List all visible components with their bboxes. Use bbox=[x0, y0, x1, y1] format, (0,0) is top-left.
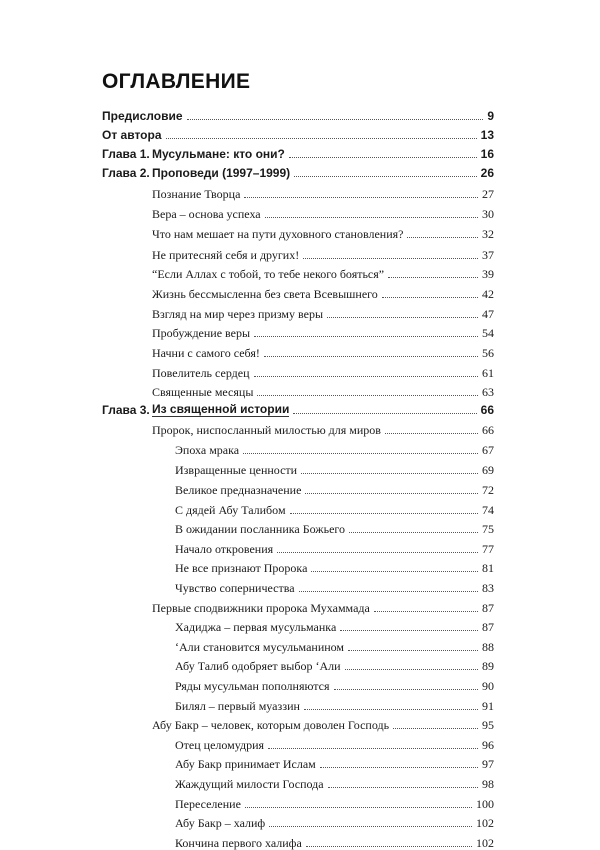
toc-entry-title: Чувство соперничества bbox=[175, 581, 295, 595]
toc-entry-title: Великое предназначение bbox=[175, 483, 302, 497]
dot-leader bbox=[268, 747, 478, 749]
toc-entry[interactable] bbox=[175, 772, 494, 791]
toc-entry[interactable] bbox=[175, 498, 494, 517]
toc-entry-title: Пророк, ниспосланный милостью для миров bbox=[152, 423, 381, 437]
toc-entry-title: Мусульмане: кто они? bbox=[152, 147, 285, 161]
dot-leader bbox=[301, 472, 478, 474]
toc-entry-title: Священные месяцы bbox=[152, 385, 254, 399]
toc-entry-title: Взгляд на мир через призму веры bbox=[152, 307, 323, 321]
toc-entry[interactable] bbox=[152, 713, 494, 732]
dot-leader bbox=[304, 708, 478, 710]
toc-entry[interactable] bbox=[175, 635, 494, 654]
toc-entry-page-number: 54 bbox=[482, 326, 494, 340]
toc-entry-title: “Если Аллах с тобой, то тебе некого бояться” bbox=[152, 267, 385, 281]
toc-entry-page-number: 63 bbox=[482, 385, 494, 399]
dot-leader bbox=[320, 766, 478, 768]
toc-entry-page-number: 37 bbox=[482, 248, 494, 262]
toc-entry-title: Начало откровения bbox=[175, 542, 274, 556]
toc-entry-page-number: 75 bbox=[482, 522, 494, 536]
toc-entry-title: Абу Бакр принимает Ислам bbox=[175, 757, 316, 771]
dot-leader bbox=[385, 432, 478, 434]
dot-leader bbox=[254, 375, 478, 377]
toc-entry[interactable] bbox=[175, 478, 494, 497]
dot-leader bbox=[264, 355, 478, 357]
toc-entry-page-number: 32 bbox=[482, 227, 494, 241]
toc-entry[interactable] bbox=[152, 182, 494, 201]
dot-leader bbox=[374, 610, 478, 612]
toc-entry-page-number: 81 bbox=[482, 561, 494, 575]
toc-entry[interactable] bbox=[152, 302, 494, 321]
toc-entry-title: Абу Талиб одобряет выбор ‘Али bbox=[175, 659, 341, 673]
toc-entry[interactable] bbox=[152, 341, 494, 360]
dot-leader bbox=[244, 196, 478, 198]
toc-entry-title: Что нам мешает на пути духовного становления? bbox=[152, 227, 404, 241]
toc-entry[interactable] bbox=[152, 262, 494, 281]
dot-leader bbox=[299, 590, 478, 592]
toc-entry[interactable] bbox=[102, 142, 494, 161]
dot-leader bbox=[327, 316, 478, 318]
toc-entry[interactable] bbox=[152, 596, 494, 615]
toc-entry[interactable] bbox=[175, 792, 494, 811]
toc-entry[interactable] bbox=[175, 654, 494, 673]
toc-entry-page-number: 72 bbox=[482, 483, 494, 497]
toc-entry-page-number: 88 bbox=[482, 640, 494, 654]
toc-entry-page-number: 27 bbox=[482, 187, 494, 201]
toc-entry-page-number: 95 bbox=[482, 718, 494, 732]
dot-leader bbox=[311, 570, 478, 572]
toc-entry-title: Переселение bbox=[175, 797, 241, 811]
dot-leader bbox=[393, 727, 478, 729]
toc-entry-title: Познание Творца bbox=[152, 187, 241, 201]
toc-entry-page-number: 90 bbox=[482, 679, 494, 693]
dot-leader bbox=[388, 276, 478, 278]
toc-entry[interactable] bbox=[175, 517, 494, 536]
toc-entry-page-number: 13 bbox=[480, 128, 494, 142]
dot-leader bbox=[243, 452, 478, 454]
toc-entry-title: Начни с самого себя! bbox=[152, 346, 260, 360]
toc-entry-page-number: 100 bbox=[476, 797, 494, 811]
toc-entry[interactable] bbox=[152, 202, 494, 221]
dot-leader bbox=[328, 786, 478, 788]
dot-leader bbox=[290, 512, 478, 514]
toc-entry[interactable] bbox=[175, 438, 494, 457]
toc-entry-title: Извращенные ценности bbox=[175, 463, 298, 477]
toc-entry[interactable] bbox=[152, 361, 494, 380]
toc-entry[interactable] bbox=[175, 556, 494, 575]
toc-entry[interactable] bbox=[152, 418, 494, 437]
toc-entry-page-number: 56 bbox=[482, 346, 494, 360]
dot-leader bbox=[305, 492, 478, 494]
toc-entry-page-number: 102 bbox=[476, 836, 494, 850]
toc-entry[interactable] bbox=[175, 694, 494, 713]
toc-entry-title: Хадиджа – первая мусульманка bbox=[175, 620, 337, 634]
dot-leader bbox=[245, 806, 472, 808]
toc-entry[interactable] bbox=[175, 458, 494, 477]
toc-entry[interactable] bbox=[175, 615, 494, 634]
toc-entry-page-number: 89 bbox=[482, 659, 494, 673]
toc-entry-page-number: 61 bbox=[482, 366, 494, 380]
dot-leader bbox=[265, 216, 478, 218]
dot-leader bbox=[407, 236, 478, 238]
toc-entry-title: Первые сподвижники пророка Мухаммада bbox=[152, 601, 370, 615]
toc-entry[interactable] bbox=[175, 811, 494, 830]
dot-leader bbox=[187, 118, 484, 120]
toc-entry-title: С дядей Абу Талибом bbox=[175, 503, 286, 517]
toc-entry-page-number: 96 bbox=[482, 738, 494, 752]
toc-entry-title: Жаждущий милости Господа bbox=[175, 777, 324, 791]
toc-entry[interactable] bbox=[102, 104, 494, 123]
toc-entry-title: Не все признают Пророка bbox=[175, 561, 308, 575]
chapter-number: Глава 1. bbox=[102, 147, 150, 161]
toc-entry-page-number: 26 bbox=[480, 166, 494, 180]
toc-entry-title: Абу Бакр – человек, которым доволен Господь bbox=[152, 718, 390, 732]
dot-leader bbox=[303, 257, 478, 259]
dot-leader bbox=[340, 629, 478, 631]
dot-leader bbox=[269, 825, 472, 827]
toc-entry-title: Повелитель сердец bbox=[152, 366, 250, 380]
toc-entry-title: Вера – основа успеха bbox=[152, 207, 261, 221]
toc-entry-page-number: 91 bbox=[482, 699, 494, 713]
toc-entry-title: Из священной истории bbox=[152, 402, 290, 416]
toc-entry-title: Билял – первый муаззин bbox=[175, 699, 300, 713]
toc-entry[interactable] bbox=[102, 123, 494, 142]
toc-entry-page-number: 77 bbox=[482, 542, 494, 556]
toc-entry-page-number: 39 bbox=[482, 267, 494, 281]
toc-entry-title: Кончина первого халифа bbox=[175, 836, 302, 850]
toc-entry[interactable] bbox=[152, 321, 494, 340]
dot-leader bbox=[166, 137, 477, 139]
toc-entry-title: Жизнь бессмысленна без света Всевышнего bbox=[152, 287, 378, 301]
toc-entry[interactable] bbox=[175, 831, 494, 850]
toc-entry-page-number: 9 bbox=[487, 109, 494, 123]
toc-entry[interactable] bbox=[175, 733, 494, 752]
toc-entry-page-number: 67 bbox=[482, 443, 494, 457]
toc-entry-page-number: 97 bbox=[482, 757, 494, 771]
toc-entry-page-number: 30 bbox=[482, 207, 494, 221]
toc-entry-page-number: 66 bbox=[482, 423, 494, 437]
toc-entry[interactable] bbox=[152, 380, 494, 399]
dot-leader bbox=[348, 649, 478, 651]
toc-entry-title: Ряды мусульман пополняются bbox=[175, 679, 330, 693]
toc-entry-title: Отец целомудрия bbox=[175, 738, 265, 752]
dot-leader bbox=[334, 688, 478, 690]
toc-entry-page-number: 87 bbox=[482, 601, 494, 615]
page-title: ОГЛАВЛЕНИЕ bbox=[102, 70, 251, 93]
toc-entry-page-number: 87 bbox=[482, 620, 494, 634]
toc-entry-title: ‘Али становится мусульманином bbox=[175, 640, 345, 654]
chapter-number: Глава 2. bbox=[102, 166, 150, 180]
dot-leader bbox=[382, 296, 478, 298]
toc-entry[interactable] bbox=[175, 752, 494, 771]
dot-leader bbox=[277, 551, 478, 553]
dot-leader bbox=[254, 335, 478, 337]
toc-entry-page-number: 74 bbox=[482, 503, 494, 517]
toc-entry-page-number: 66 bbox=[480, 403, 494, 417]
dot-leader bbox=[294, 175, 477, 177]
dot-leader bbox=[306, 845, 472, 847]
toc-entry-page-number: 69 bbox=[482, 463, 494, 477]
dot-leader bbox=[257, 394, 478, 396]
chapter-number: Глава 3. bbox=[102, 403, 150, 417]
toc-entry-page-number: 16 bbox=[480, 147, 494, 161]
toc-entry-title: В ожидании посланника Божьего bbox=[175, 522, 346, 536]
toc-entry[interactable] bbox=[175, 537, 494, 556]
toc-entry-title: Пробуждение веры bbox=[152, 326, 251, 340]
toc-entry-title: Проповеди (1997–1999) bbox=[152, 166, 291, 180]
toc-entry-page-number: 98 bbox=[482, 777, 494, 791]
toc-entry-title: Абу Бакр – халиф bbox=[175, 816, 266, 830]
toc-entry[interactable] bbox=[175, 576, 494, 595]
toc-entry[interactable] bbox=[102, 161, 494, 180]
dot-leader bbox=[293, 412, 476, 414]
toc-entry-title: От автора bbox=[102, 128, 162, 142]
toc-entry-page-number: 102 bbox=[476, 816, 494, 830]
toc-entry[interactable] bbox=[102, 398, 494, 417]
dot-leader bbox=[345, 668, 478, 670]
toc-entry[interactable] bbox=[175, 674, 494, 693]
toc-entry-title: Предисловие bbox=[102, 109, 183, 123]
toc-entry[interactable] bbox=[152, 222, 494, 241]
dot-leader bbox=[349, 531, 478, 533]
dot-leader bbox=[289, 156, 477, 158]
toc-entry-page-number: 42 bbox=[482, 287, 494, 301]
toc-entry-title: Не притесняй себя и других! bbox=[152, 248, 300, 262]
toc-entry-title: Эпоха мрака bbox=[175, 443, 240, 457]
toc-entry-page-number: 83 bbox=[482, 581, 494, 595]
toc-entry[interactable] bbox=[152, 282, 494, 301]
toc-entry-page-number: 47 bbox=[482, 307, 494, 321]
toc-entry[interactable] bbox=[152, 243, 494, 262]
